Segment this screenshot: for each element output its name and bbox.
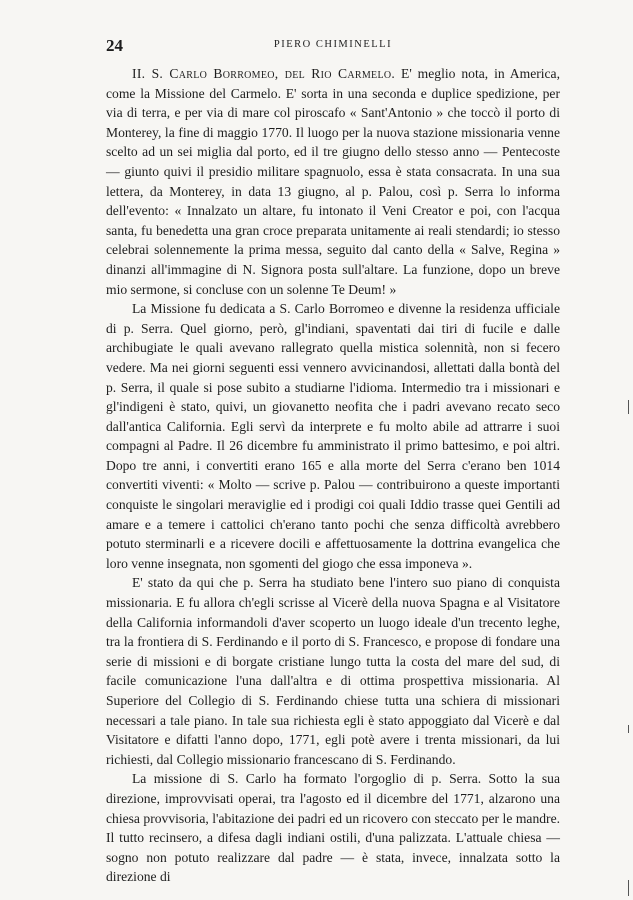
page-header	[106, 36, 560, 56]
paragraph	[106, 573, 560, 769]
paragraph	[106, 299, 560, 573]
section-heading: II. S. Carlo Borromeo, del Rio Carmelo.	[132, 66, 396, 81]
page-number: 24	[106, 36, 123, 55]
body-text	[106, 64, 560, 887]
paragraph-text: La missione di S. Carlo ha formato l'orgoglio di p. Serra. Sotto la sua direzione, improvvisati operai, tra l'agosto ed il dicembre del 1771, alzarono una chiesa provvisoria, l'abitazione dei padri ed un ricovero con steccato per le mandre. Il tutto recinsero, a difesa dagli indiani ostili, d'una palizzata. L'attuale chiesa — sogno non potuto realizzare dal padre — è stata, invece, innalzata sotto la direzione di	[106, 771, 560, 885]
scan-edge-mark	[628, 400, 629, 414]
paragraph-text: La Missione fu dedicata a S. Carlo Borromeo e divenne la residenza ufficiale di p. Serra. Quel giorno, però, gl'indiani, spaventati dai tiri di fucile e dalle archibugiate le quali avevano rallegrato quella mistica solennità, non si fecero vedere. Ma nei giorni seguenti essi vennero avvicinandosi, allettati dalla bontà del p. Serra, il quale si pose subito a studiarne l'idioma. Intermedio tra i missionari e gl'indigeni è stato, quivi, un giovanetto neofita che i padri avevano recato seco dall'antica California. Egli servì da interprete e fu molto abile ad attrarre i suoi compagni al Padre. Il 26 dicembre fu amministrato il primo battesimo, e poi altri. Dopo tre anni, i convertiti erano 165 e alla morte del Serra c'erano ben 1014 convertiti viventi: « Molto — scrive p. Palou — contribuirono a queste importanti conquiste le singolari meraviglie ed i prodigi coi quali Iddio trasse quei Gentili ad amare e a temere i cattolici ch'erano tanto pochi che senza difficoltà avrebbero potuto sterminarli e a ricevere docili e affettuosamente la dottrina evangelica che loro venne insegnata, non sgomenti del giogo che essa imponeva ».	[106, 301, 560, 571]
running-head: PIERO CHIMINELLI	[273, 39, 393, 50]
paragraph	[106, 64, 560, 299]
page-edge	[625, 0, 633, 900]
scan-edge-mark	[628, 725, 629, 733]
scan-edge-mark	[628, 880, 629, 896]
paragraph-text: E' stato da qui che p. Serra ha studiato bene l'intero suo piano di conquista missionaria. E fu allora ch'egli scrisse al Vicerè della nuova Spagna e al Visitatore della California informandoli d'aver scoperto un luogo ideale d'un trecento leghe, tra la frontiera di S. Ferdinando e il porto di S. Francesco, e propose di fondare una serie di missioni e di borgate cristiane lungo tutta la costa del mare del sud, di facile comunicazione l'una dall'altra e di ottima prospettiva missionaria. Al Superiore del Collegio di S. Ferdinando chiese tutta una schiera di missionari necessari a tale piano. In tale sua richiesta egli è stato appoggiato dal Vicerè e dal Visitatore e difatti l'anno dopo, 1771, egli potè avere i trenta missionari, da lui richiesti, dal Collegio missionario francescano di S. Ferdinando.	[106, 575, 560, 767]
paragraph	[106, 769, 560, 887]
paragraph-text: E' meglio nota, in America, come la Missione del Carmelo. E' sorta in una seconda e duplice spedizione, per via di terra, e per via di mare col piroscafo « Sant'Antonio » che toccò il porto di Monterey, la fine di maggio 1770. Il luogo per la nuova stazione missionaria venne scelto ad un sei miglia dal porto, ed il tre giugno dello stesso anno — Pentecoste — giunto quivi il presidio militare spagnuolo, essa è stata consacrata. In una sua lettera, da Monterey, in data 13 giugno, al p. Palou, così p. Serra lo informa dell'evento: « Innalzato un altare, fu intonato il Veni Creator e poi, con l'acqua santa, fu benedetta una gran croce preparata unitamente ai reali stendardi; io stesso celebrai solennemente la prima messa, seguito dal canto della « Salve, Regina » dinanzi all'immagine di N. Signora posta sull'altare. La funzione, dopo un breve mio sermone, si concluse con un solenne Te Deum! »	[106, 66, 560, 297]
